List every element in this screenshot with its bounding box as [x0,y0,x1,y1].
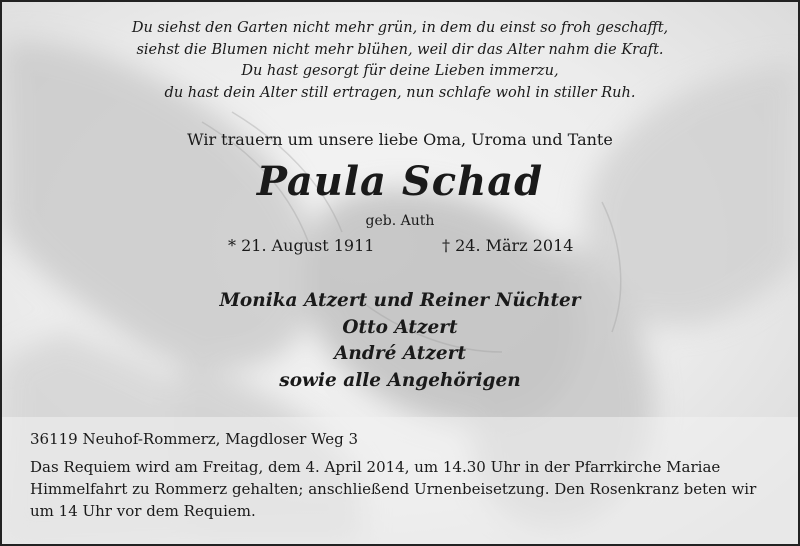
intro-line: Wir trauern um unsere liebe Oma, Uroma und Tante [187,130,613,149]
address: 36119 Neuhof-Rommerz, Magdloser Weg 3 [30,430,359,448]
deceased-name: Paula Schad [256,158,544,205]
mourner: sowie alle Angehörigen [279,369,521,391]
mourner: Otto Atzert [342,316,458,338]
mourner: Monika Atzert und Reiner Nüchter [219,290,581,311]
maiden-name: geb. Auth [365,213,435,229]
poem-line: Du siehst den Garten nicht mehr grün, in dem du einst so froh geschafft, [131,20,669,36]
death-date: † 24. März 2014 [442,236,574,255]
poem [2,18,798,104]
mourner: André Atzert [334,343,466,364]
requiem-notice: Das Requiem wird am Freitag, dem 4. April 2014, um 14.30 Uhr in der Pfarrkirche Mariae Himmelfahrt zu Rommerz gehalten; anschließend Urnenbeisetzung. Den Rosenkranz beten wir um 14 Uhr vor dem Requiem. [30,458,757,520]
birth-date: * 21. August 1911 [228,236,375,255]
mourners-list [2,288,798,394]
poem-line: du hast dein Alter still ertragen, nun schlafe wohl in stiller Ruh. [164,84,636,101]
poem-line: siehst die Blumen nicht mehr blühen, weil dir das Alter nahm die Kraft. [136,41,664,58]
poem-line: Du hast gesorgt für deine Lieben immerzu, [241,63,559,79]
